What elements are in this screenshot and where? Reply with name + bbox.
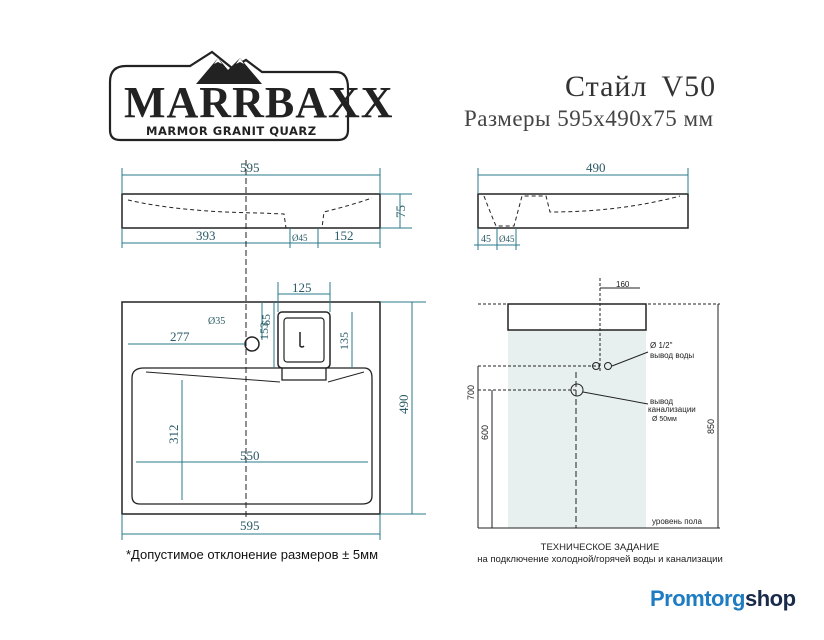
tech-title: ТЕХНИЧЕСКОЕ ЗАДАНИЕ: [540, 542, 660, 553]
tech-subtitle: на подключение холодной/горячей воды и канализации: [477, 554, 723, 565]
hole-y-label: 65: [259, 314, 273, 326]
tap-depth-label: 153: [257, 322, 271, 340]
top-width-label: 595: [240, 518, 260, 533]
side-drain-label: Ø45: [292, 233, 308, 243]
logo-subtitle: MARMOR GRANIT QUARZ: [146, 124, 317, 138]
h850-label: 850: [706, 418, 716, 434]
floor-label: уровень пола: [652, 517, 702, 526]
install-view: [478, 278, 720, 528]
offset-label: 160: [616, 280, 630, 289]
end-drain-label: Ø45: [499, 234, 515, 244]
hole-x-label: 277: [170, 329, 190, 344]
bowl-width-label: 550: [240, 448, 260, 463]
drain-size-label: Ø 50мм: [652, 416, 677, 423]
tap-width-label: 125: [292, 280, 312, 295]
h700-label: 700: [466, 384, 476, 400]
side-right-label: 152: [334, 228, 354, 243]
depth-label: 490: [396, 394, 411, 414]
product-title: [565, 70, 716, 104]
water-pipe-label: Ø 1/2": [650, 341, 673, 350]
side-height-label: 75: [393, 205, 408, 218]
drain-label-2: канализации: [648, 405, 696, 414]
h600-label: 600: [480, 424, 490, 440]
brand-part-a: Promtorg: [650, 586, 745, 611]
side-view: [122, 168, 412, 248]
end-a-label: 45: [481, 234, 491, 245]
side-left-label: 393: [196, 228, 216, 243]
brand-part-b: shop: [745, 586, 796, 611]
hole-label: Ø35: [208, 316, 226, 327]
tolerance-note: *Допустимое отклонение размеров ± 5мм: [126, 547, 379, 562]
water-label: вывод воды: [650, 351, 695, 360]
sizes-line: Размеры 595х490х75 мм: [464, 106, 714, 131]
side-width-label: 595: [240, 160, 260, 175]
drain-label-1: вывод: [650, 397, 674, 406]
recess-depth-label: 135: [337, 332, 351, 350]
bowl-depth-label: 312: [166, 424, 181, 444]
title-model: V50: [661, 70, 717, 103]
end-width-label: 490: [586, 160, 606, 175]
brand-logo[interactable]: [650, 586, 796, 612]
title-prefix: Стайл: [565, 70, 648, 103]
logo-wordmark: MARRBAXX: [124, 78, 394, 127]
